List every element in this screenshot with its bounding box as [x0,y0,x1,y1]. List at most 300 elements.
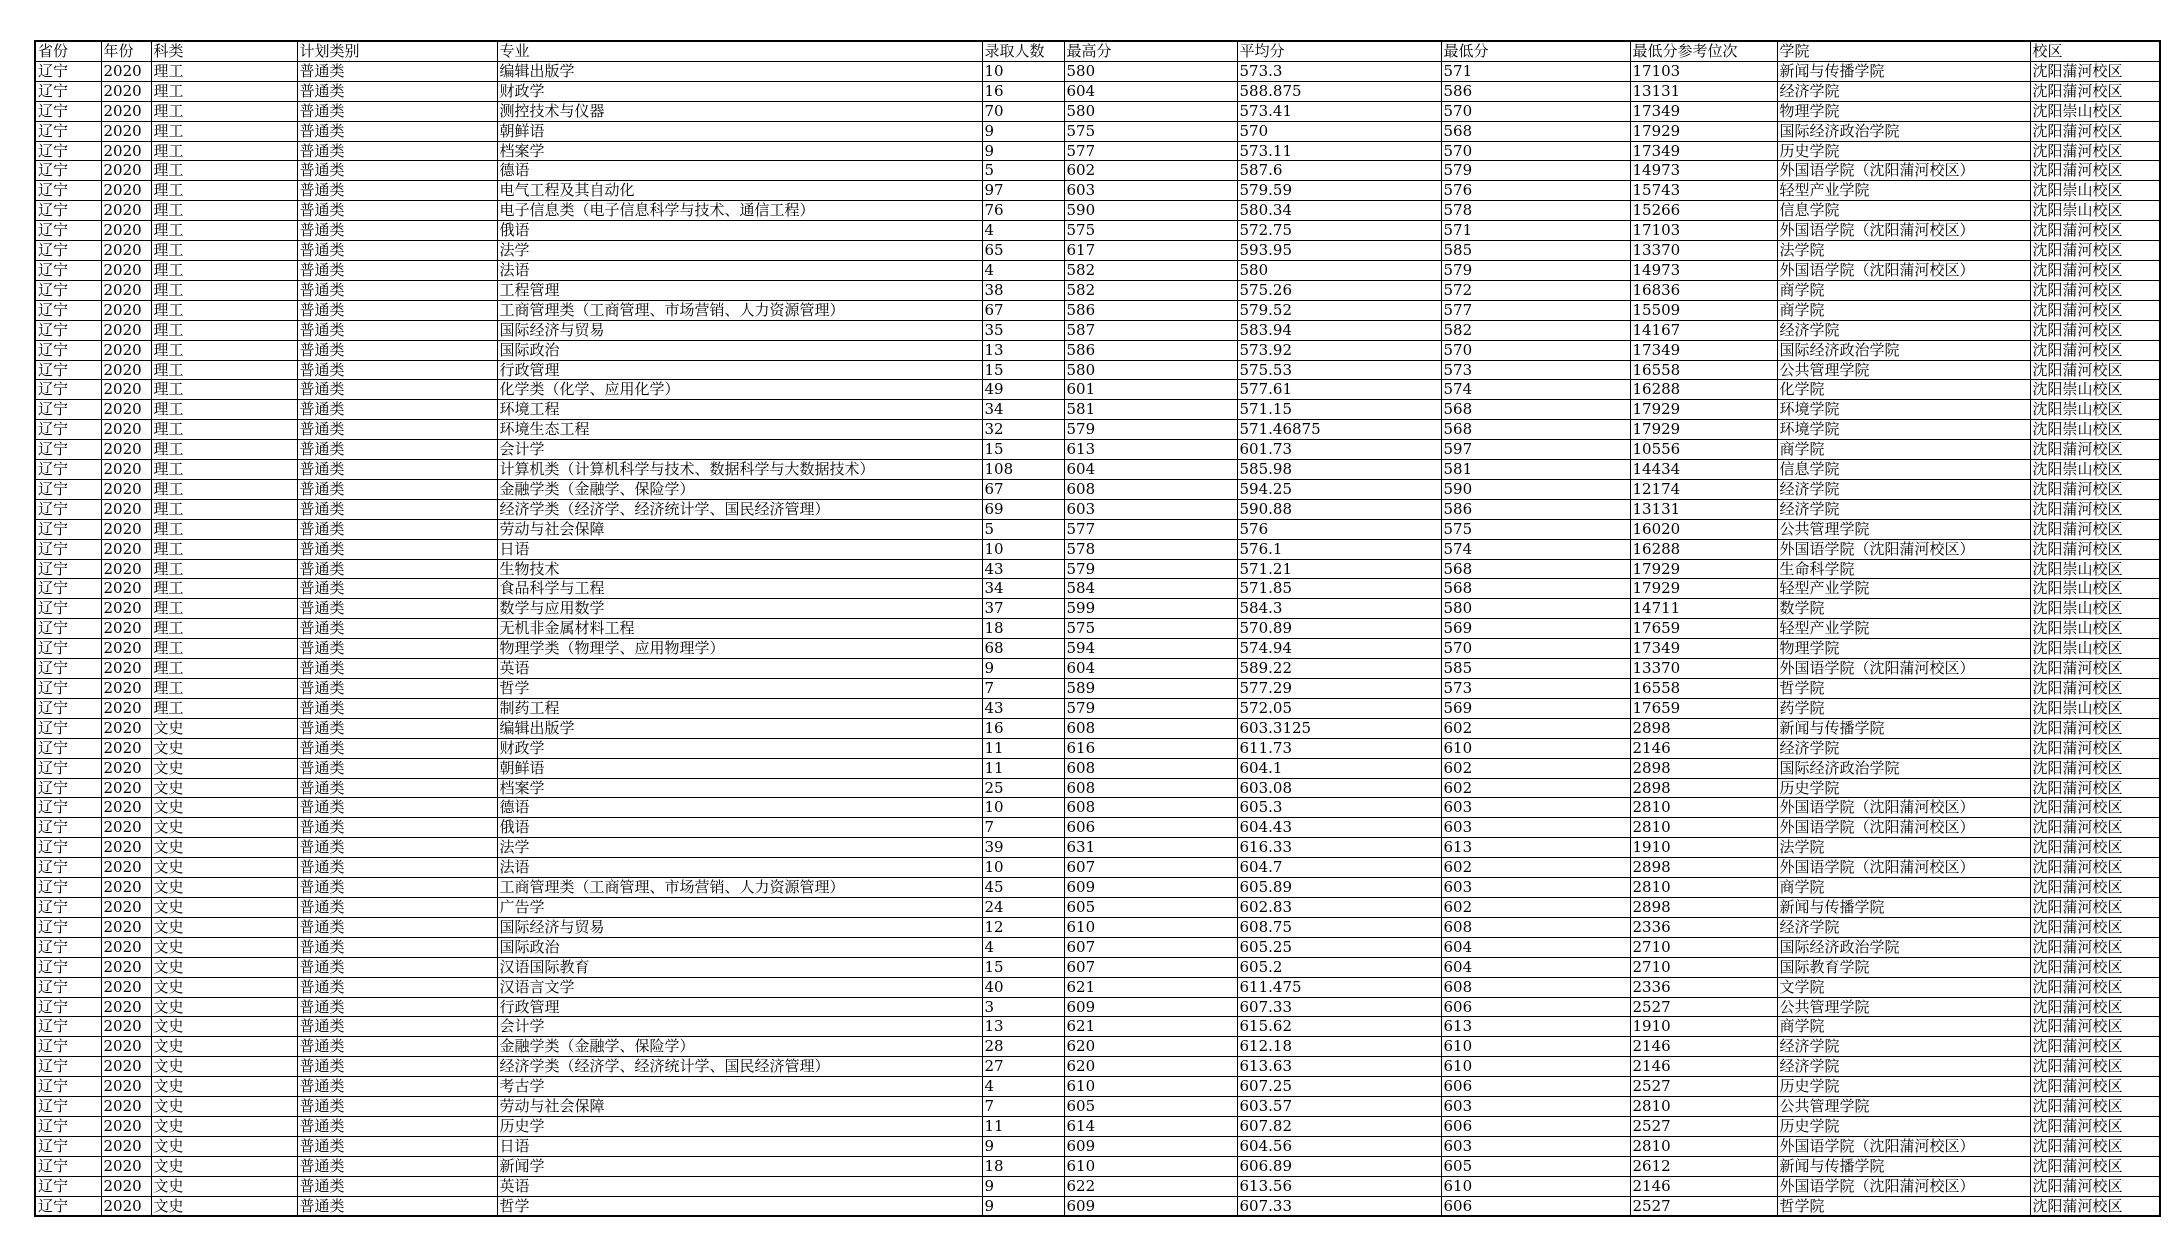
table-cell: 辽宁 [35,340,101,360]
table-cell: 2020 [101,1176,151,1196]
table-cell: 外国语学院（沈阳蒲河校区） [1777,818,2030,838]
table-cell: 普通类 [297,818,497,838]
table-cell: 国际经济与贸易 [497,917,982,937]
table-cell: 理工 [151,539,297,559]
table-cell: 理工 [151,181,297,201]
table-cell: 辽宁 [35,479,101,499]
table-cell: 药学院 [1777,698,2030,718]
table-cell: 574 [1441,539,1630,559]
table-cell: 文史 [151,1097,297,1117]
table-cell: 理工 [151,300,297,320]
table-cell: 沈阳蒲河校区 [2030,1057,2160,1077]
table-cell: 571.15 [1237,400,1441,420]
table-cell: 68 [982,639,1064,659]
table-cell: 611.73 [1237,738,1441,758]
table-cell: 普通类 [297,698,497,718]
table-cell: 理工 [151,679,297,699]
table-cell: 580 [1064,360,1237,380]
table-cell: 2898 [1630,778,1777,798]
table-cell: 575.53 [1237,360,1441,380]
table-cell: 经济学院 [1777,1037,2030,1057]
table-cell: 哲学 [497,679,982,699]
table-row [35,1037,2160,1057]
table-cell: 普通类 [297,479,497,499]
table-cell: 17929 [1630,121,1777,141]
table-cell: 数学院 [1777,599,2030,619]
table-cell: 15 [982,440,1064,460]
table-cell: 工商管理类（工商管理、市场营销、人力资源管理） [497,300,982,320]
table-cell: 辽宁 [35,639,101,659]
column-header: 最低分 [1441,41,1630,61]
table-cell: 584.3 [1237,599,1441,619]
table-cell: 哲学院 [1777,679,2030,699]
table-cell: 603.3125 [1237,718,1441,738]
table-cell: 28 [982,1037,1064,1057]
table-cell: 583.94 [1237,320,1441,340]
table-cell: 2020 [101,221,151,241]
table-cell: 2020 [101,1037,151,1057]
table-cell: 16 [982,81,1064,101]
table-cell: 40 [982,977,1064,997]
table-cell: 沈阳蒲河校区 [2030,758,2160,778]
table-cell: 2020 [101,320,151,340]
table-cell: 607 [1064,957,1237,977]
table-cell: 2020 [101,101,151,121]
table-row [35,519,2160,539]
table-cell: 辽宁 [35,559,101,579]
table-cell: 616.33 [1237,838,1441,858]
table-cell: 608 [1064,778,1237,798]
table-cell: 571 [1441,221,1630,241]
table-cell: 劳动与社会保障 [497,1097,982,1117]
table-cell: 沈阳崇山校区 [2030,698,2160,718]
table-cell: 理工 [151,121,297,141]
table-cell: 16558 [1630,360,1777,380]
table-cell: 573 [1441,679,1630,699]
table-cell: 605.25 [1237,937,1441,957]
table-cell: 2020 [101,599,151,619]
table-cell: 2020 [101,917,151,937]
table-cell: 604 [1064,460,1237,480]
table-cell: 11 [982,738,1064,758]
table-cell: 普通类 [297,141,497,161]
table-cell: 沈阳蒲河校区 [2030,858,2160,878]
table-cell: 辽宁 [35,1077,101,1097]
table-cell: 568 [1441,579,1630,599]
table-cell: 辽宁 [35,1136,101,1156]
table-cell: 沈阳蒲河校区 [2030,539,2160,559]
table-cell: 公共管理学院 [1777,519,2030,539]
table-cell: 辽宁 [35,718,101,738]
table-cell: 辽宁 [35,878,101,898]
table-cell: 613 [1064,440,1237,460]
table-row [35,221,2160,241]
table-cell: 经济学类（经济学、经济统计学、国民经济管理） [497,499,982,519]
table-cell: 2020 [101,121,151,141]
table-cell: 17349 [1630,101,1777,121]
table-cell: 国际教育学院 [1777,957,2030,977]
table-cell: 编辑出版学 [497,61,982,81]
table-cell: 沈阳蒲河校区 [2030,838,2160,858]
table-cell: 俄语 [497,221,982,241]
table-cell: 普通类 [297,360,497,380]
table-cell: 文史 [151,1077,297,1097]
table-cell: 电气工程及其自动化 [497,181,982,201]
table-cell: 16 [982,718,1064,738]
table-row [35,1097,2160,1117]
table-row [35,1176,2160,1196]
table-cell: 610 [1441,1037,1630,1057]
table-cell: 70 [982,101,1064,121]
table-cell: 578 [1441,201,1630,221]
table-row [35,201,2160,221]
table-cell: 经济学类（经济学、经济统计学、国民经济管理） [497,1057,982,1077]
table-row [35,181,2160,201]
table-cell: 文史 [151,1196,297,1216]
table-cell: 普通类 [297,579,497,599]
table-cell: 朝鲜语 [497,758,982,778]
table-cell: 辽宁 [35,758,101,778]
table-cell: 普通类 [297,101,497,121]
table-cell: 辽宁 [35,1037,101,1057]
table-cell: 580 [1237,260,1441,280]
table-cell: 15 [982,360,1064,380]
table-cell: 沈阳蒲河校区 [2030,81,2160,101]
table-cell: 2020 [101,639,151,659]
table-cell: 601 [1064,380,1237,400]
table-cell: 普通类 [297,559,497,579]
table-cell: 辽宁 [35,619,101,639]
table-cell: 608.75 [1237,917,1441,937]
table-cell: 2020 [101,957,151,977]
table-cell: 法学院 [1777,241,2030,261]
table-row [35,101,2160,121]
table-cell: 理工 [151,141,297,161]
table-cell: 英语 [497,659,982,679]
table-cell: 37 [982,599,1064,619]
table-cell: 597 [1441,440,1630,460]
table-cell: 文史 [151,778,297,798]
table-cell: 613 [1441,1017,1630,1037]
table-row [35,858,2160,878]
table-cell: 辽宁 [35,957,101,977]
table-row [35,400,2160,420]
table-row [35,280,2160,300]
table-cell: 理工 [151,479,297,499]
table-cell: 2020 [101,858,151,878]
table-cell: 沈阳蒲河校区 [2030,798,2160,818]
table-cell: 辽宁 [35,380,101,400]
table-cell: 2020 [101,81,151,101]
table-cell: 27 [982,1057,1064,1077]
table-cell: 法学院 [1777,838,2030,858]
column-header: 平均分 [1237,41,1441,61]
table-cell: 行政管理 [497,997,982,1017]
table-cell: 574 [1441,380,1630,400]
table-cell: 34 [982,400,1064,420]
table-cell: 571 [1441,61,1630,81]
table-row [35,539,2160,559]
table-cell: 10 [982,539,1064,559]
table-cell: 理工 [151,420,297,440]
table-cell: 2020 [101,619,151,639]
table-cell: 2527 [1630,1196,1777,1216]
table-cell: 2020 [101,679,151,699]
table-row [35,440,2160,460]
table-cell: 2146 [1630,738,1777,758]
table-cell: 621 [1064,977,1237,997]
table-cell: 会计学 [497,440,982,460]
table-cell: 576 [1237,519,1441,539]
table-cell: 2020 [101,1116,151,1136]
table-cell: 文史 [151,878,297,898]
table-cell: 辽宁 [35,778,101,798]
table-row [35,798,2160,818]
column-header: 录取人数 [982,41,1064,61]
table-cell: 45 [982,878,1064,898]
table-cell: 文学院 [1777,977,2030,997]
table-cell: 17349 [1630,340,1777,360]
table-cell: 普通类 [297,1057,497,1077]
table-cell: 沈阳崇山校区 [2030,181,2160,201]
table-cell: 普通类 [297,280,497,300]
table-cell: 普通类 [297,320,497,340]
table-cell: 行政管理 [497,360,982,380]
table-cell: 594 [1064,639,1237,659]
table-row [35,659,2160,679]
table-cell: 2020 [101,1196,151,1216]
table-row [35,161,2160,181]
table-cell: 外国语学院（沈阳蒲河校区） [1777,260,2030,280]
table-cell: 理工 [151,659,297,679]
table-cell: 理工 [151,340,297,360]
table-cell: 考古学 [497,1077,982,1097]
table-cell: 普通类 [297,897,497,917]
column-header: 最高分 [1064,41,1237,61]
table-cell: 沈阳蒲河校区 [2030,300,2160,320]
table-cell: 594.25 [1237,479,1441,499]
table-cell: 普通类 [297,1037,497,1057]
table-cell: 2146 [1630,1037,1777,1057]
table-cell: 化学院 [1777,380,2030,400]
table-cell: 测控技术与仪器 [497,101,982,121]
table-cell: 理工 [151,241,297,261]
column-header: 科类 [151,41,297,61]
table-cell: 608 [1064,758,1237,778]
table-cell: 国际政治 [497,937,982,957]
table-cell: 590 [1441,479,1630,499]
table-cell: 2020 [101,838,151,858]
table-cell: 575 [1441,519,1630,539]
table-cell: 普通类 [297,1077,497,1097]
table-cell: 12174 [1630,479,1777,499]
table-cell: 9 [982,141,1064,161]
table-cell: 外国语学院（沈阳蒲河校区） [1777,1136,2030,1156]
table-cell: 普通类 [297,121,497,141]
table-cell: 文史 [151,718,297,738]
table-cell: 法学 [497,838,982,858]
table-cell: 化学类（化学、应用化学） [497,380,982,400]
table-cell: 69 [982,499,1064,519]
table-cell: 2020 [101,340,151,360]
table-cell: 经济学院 [1777,917,2030,937]
table-cell: 辽宁 [35,141,101,161]
table-row [35,758,2160,778]
table-cell: 沈阳蒲河校区 [2030,818,2160,838]
table-cell: 档案学 [497,141,982,161]
table-cell: 573.3 [1237,61,1441,81]
table-cell: 普通类 [297,201,497,221]
table-cell: 24 [982,897,1064,917]
table-cell: 文史 [151,917,297,937]
table-cell: 沈阳蒲河校区 [2030,499,2160,519]
table-cell: 2020 [101,937,151,957]
table-cell: 568 [1441,400,1630,420]
table-cell: 590 [1064,201,1237,221]
table-cell: 经济学院 [1777,1057,2030,1077]
table-cell: 2020 [101,519,151,539]
table-cell: 605.89 [1237,878,1441,898]
table-cell: 文史 [151,1057,297,1077]
table-cell: 理工 [151,698,297,718]
table-cell: 普通类 [297,1136,497,1156]
table-cell: 沈阳蒲河校区 [2030,221,2160,241]
table-cell: 沈阳蒲河校区 [2030,897,2160,917]
table-cell: 哲学 [497,1196,982,1216]
table-cell: 德语 [497,161,982,181]
table-cell: 辽宁 [35,420,101,440]
table-cell: 新闻学 [497,1156,982,1176]
table-cell: 工程管理 [497,280,982,300]
table-cell: 572.05 [1237,698,1441,718]
table-cell: 568 [1441,121,1630,141]
table-cell: 14434 [1630,460,1777,480]
table-cell: 国际经济政治学院 [1777,121,2030,141]
table-cell: 普通类 [297,420,497,440]
table-cell: 2146 [1630,1057,1777,1077]
table-cell: 文史 [151,1116,297,1136]
table-cell: 17929 [1630,420,1777,440]
table-cell: 制药工程 [497,698,982,718]
table-cell: 1910 [1630,1017,1777,1037]
table-row [35,878,2160,898]
table-cell: 622 [1064,1176,1237,1196]
table-cell: 14711 [1630,599,1777,619]
table-cell: 576.1 [1237,539,1441,559]
table-cell: 573 [1441,360,1630,380]
table-cell: 2020 [101,1077,151,1097]
table-cell: 金融学类（金融学、保险学） [497,479,982,499]
table-cell: 辽宁 [35,698,101,718]
table-cell: 13 [982,340,1064,360]
table-cell: 辽宁 [35,579,101,599]
table-cell: 2020 [101,280,151,300]
table-cell: 辽宁 [35,360,101,380]
table-cell: 2810 [1630,878,1777,898]
table-row [35,937,2160,957]
table-row [35,1136,2160,1156]
table-cell: 理工 [151,161,297,181]
table-cell: 普通类 [297,997,497,1017]
table-cell: 621 [1064,1017,1237,1037]
table-cell: 2020 [101,997,151,1017]
table-row [35,997,2160,1017]
table-cell: 2020 [101,400,151,420]
table-cell: 9 [982,1176,1064,1196]
table-cell: 沈阳蒲河校区 [2030,917,2160,937]
table-cell: 辽宁 [35,679,101,699]
table-cell: 2020 [101,897,151,917]
table-cell: 605.3 [1237,798,1441,818]
table-cell: 辽宁 [35,300,101,320]
table-cell: 568 [1441,559,1630,579]
table-cell: 普通类 [297,221,497,241]
table-cell: 575 [1064,121,1237,141]
table-cell: 新闻与传播学院 [1777,897,2030,917]
table-row [35,1196,2160,1216]
table-cell: 辽宁 [35,241,101,261]
table-cell: 普通类 [297,519,497,539]
table-cell: 606 [1441,1196,1630,1216]
table-cell: 579 [1441,260,1630,280]
table-cell: 604 [1064,659,1237,679]
table-cell: 理工 [151,360,297,380]
table-cell: 沈阳崇山校区 [2030,420,2160,440]
table-cell: 67 [982,479,1064,499]
table-row [35,360,2160,380]
table-cell: 614 [1064,1116,1237,1136]
table-cell: 沈阳蒲河校区 [2030,161,2160,181]
table-cell: 610 [1064,1156,1237,1176]
table-cell: 国际经济政治学院 [1777,340,2030,360]
table-cell: 578 [1064,539,1237,559]
table-cell: 新闻与传播学院 [1777,61,2030,81]
table-cell: 38 [982,280,1064,300]
table-cell: 普通类 [297,599,497,619]
table-cell: 沈阳蒲河校区 [2030,320,2160,340]
table-cell: 辽宁 [35,917,101,937]
table-cell: 611.475 [1237,977,1441,997]
table-cell: 602 [1064,161,1237,181]
table-cell: 601.73 [1237,440,1441,460]
table-cell: 金融学类（金融学、保险学） [497,1037,982,1057]
table-cell: 辽宁 [35,1116,101,1136]
table-cell: 586 [1064,300,1237,320]
table-row [35,778,2160,798]
table-cell: 文史 [151,997,297,1017]
table-cell: 76 [982,201,1064,221]
table-cell: 34 [982,579,1064,599]
table-cell: 文史 [151,838,297,858]
table-cell: 2020 [101,758,151,778]
table-cell: 沈阳蒲河校区 [2030,1037,2160,1057]
table-cell: 3 [982,997,1064,1017]
table-cell: 571.21 [1237,559,1441,579]
table-cell: 2020 [101,460,151,480]
table-cell: 602 [1441,897,1630,917]
table-cell: 11 [982,758,1064,778]
table-row [35,917,2160,937]
table-cell: 普通类 [297,400,497,420]
table-cell: 10 [982,858,1064,878]
table-cell: 沈阳崇山校区 [2030,619,2160,639]
table-cell: 文史 [151,798,297,818]
table-cell: 理工 [151,639,297,659]
table-cell: 14973 [1630,260,1777,280]
table-cell: 物理学院 [1777,101,2030,121]
table-row [35,320,2160,340]
table-cell: 沈阳蒲河校区 [2030,340,2160,360]
